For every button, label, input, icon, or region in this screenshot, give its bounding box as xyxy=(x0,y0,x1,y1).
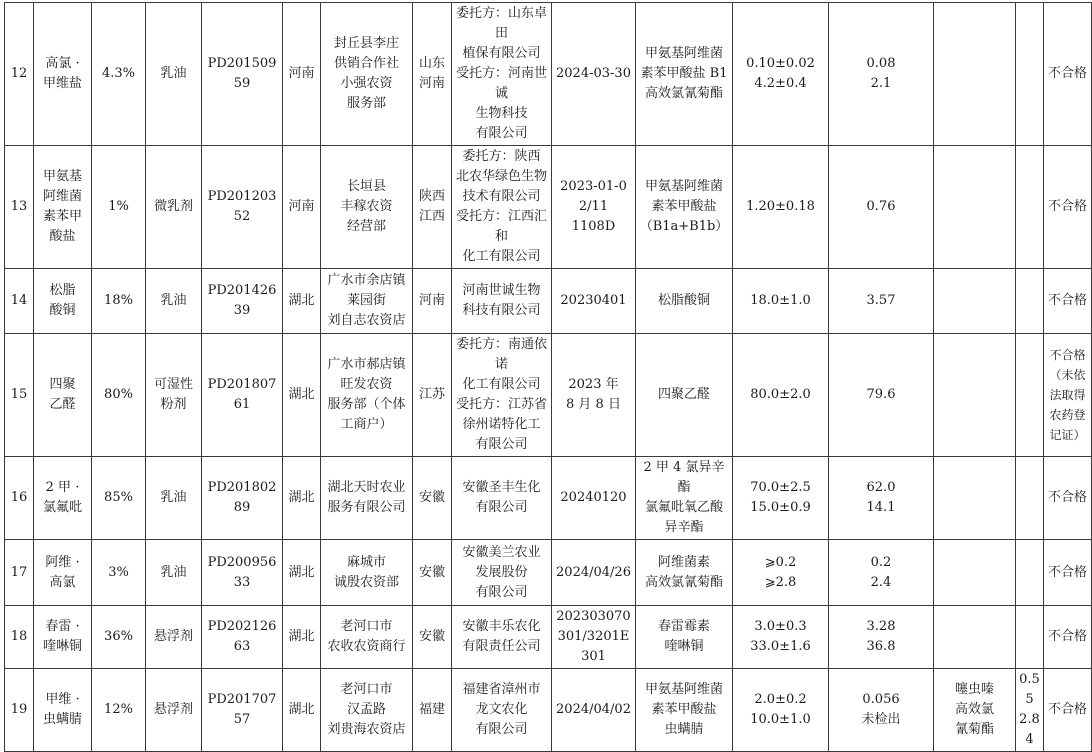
origin: 山东 河南 xyxy=(413,3,452,146)
labeled-value: 70.0±2.5 15.0±0.9 xyxy=(733,457,829,540)
registration-number: PD20180289 xyxy=(202,457,283,540)
registration-number: PD20170757 xyxy=(202,669,283,752)
seller: 老河口市 汉孟路 刘贵海农资店 xyxy=(321,669,413,752)
active-content: 80% xyxy=(92,334,146,457)
formulation: 悬浮剂 xyxy=(146,669,202,752)
row-number: 19 xyxy=(5,669,34,752)
sampling-province: 湖北 xyxy=(283,457,321,540)
producer: 委托方：山东卓田 植保有限公司 受托方：河南世诚 生物科技 有限公司 xyxy=(452,3,552,146)
table-row xyxy=(5,3,1092,146)
product-name: 阿维 · 高氯 xyxy=(34,540,92,606)
measured-value: 0.76 xyxy=(829,146,934,269)
formulation: 乳油 xyxy=(146,3,202,146)
product-name: 松脂 酸铜 xyxy=(34,269,92,334)
extra-value xyxy=(1016,269,1044,334)
verdict: 不合格 xyxy=(1044,606,1092,669)
measured-value: 79.6 xyxy=(829,334,934,457)
formulation: 悬浮剂 xyxy=(146,606,202,669)
table-row xyxy=(5,457,1092,540)
formulation: 乳油 xyxy=(146,457,202,540)
extra-value xyxy=(1016,457,1044,540)
seller: 老河口市 农收农资商行 xyxy=(321,606,413,669)
registration-number: PD20150959 xyxy=(202,3,283,146)
ingredient: 春雷霉素 喹啉铜 xyxy=(636,606,733,669)
row-number: 12 xyxy=(5,3,34,146)
extra-value xyxy=(1016,540,1044,606)
origin: 安徽 xyxy=(413,606,452,669)
batch: 202303070301/3201E301 xyxy=(552,606,636,669)
product-name: 四聚 乙醛 xyxy=(34,334,92,457)
measured-value: 0.08 2.1 xyxy=(829,3,934,146)
registration-number: PD20180761 xyxy=(202,334,283,457)
row-number: 15 xyxy=(5,334,34,457)
seller: 广水市余店镇 莱园街 刘自志农资店 xyxy=(321,269,413,334)
verdict: 不合格 xyxy=(1044,269,1092,334)
verdict: 不合格 xyxy=(1044,3,1092,146)
registration-number: PD20095633 xyxy=(202,540,283,606)
labeled-value: 80.0±2.0 xyxy=(733,334,829,457)
active-content: 12% xyxy=(92,669,146,752)
product-name: 甲氨基 阿维菌 素苯甲 酸盐 xyxy=(34,146,92,269)
extra-value xyxy=(1016,3,1044,146)
extra-ingredient xyxy=(934,146,1016,269)
formulation: 乳油 xyxy=(146,269,202,334)
active-content: 3% xyxy=(92,540,146,606)
product-name: 春雷 · 喹啉铜 xyxy=(34,606,92,669)
seller: 广水市郝店镇 旺发农资 服务部（个体 工商户） xyxy=(321,334,413,457)
sampling-province: 河南 xyxy=(283,146,321,269)
extra-value: 0.55 2.84 xyxy=(1016,669,1044,752)
product-name: 甲维 · 虫螨腈 xyxy=(34,669,92,752)
ingredient: 阿维菌素 高效氯氰菊酯 xyxy=(636,540,733,606)
batch: 2024/04/02 xyxy=(552,669,636,752)
active-content: 4.3% xyxy=(92,3,146,146)
sampling-province: 湖北 xyxy=(283,540,321,606)
batch: 2024/04/26 xyxy=(552,540,636,606)
labeled-value: 1.20±0.18 xyxy=(733,146,829,269)
active-content: 1% xyxy=(92,146,146,269)
sampling-province: 湖北 xyxy=(283,334,321,457)
product-name: 高氯 · 甲维盐 xyxy=(34,3,92,146)
ingredient: 甲氨基阿维菌 素苯甲酸盐 （B1a+B1b） xyxy=(636,146,733,269)
origin: 安徽 xyxy=(413,540,452,606)
origin: 安徽 xyxy=(413,457,452,540)
sampling-province: 河南 xyxy=(283,3,321,146)
producer: 委托方：陕西 北农华绿色生物 技术有限公司 受托方：江西汇和 化工有限公司 xyxy=(452,146,552,269)
seller: 麻城市 诚殷农资部 xyxy=(321,540,413,606)
extra-value xyxy=(1016,146,1044,269)
registration-number: PD20212663 xyxy=(202,606,283,669)
measured-value: 62.0 14.1 xyxy=(829,457,934,540)
ingredient: 四聚乙醛 xyxy=(636,334,733,457)
verdict: 不合格 （未依 法取得 农药登 记证） xyxy=(1044,334,1092,457)
sampling-province: 湖北 xyxy=(283,606,321,669)
verdict: 不合格 xyxy=(1044,540,1092,606)
producer: 河南世诚生物 科技有限公司 xyxy=(452,269,552,334)
row-number: 16 xyxy=(5,457,34,540)
row-number: 14 xyxy=(5,269,34,334)
origin: 福建 xyxy=(413,669,452,752)
labeled-value: 0.10±0.02 4.2±0.4 xyxy=(733,3,829,146)
active-content: 36% xyxy=(92,606,146,669)
formulation: 可湿性 粉剂 xyxy=(146,334,202,457)
seller: 长垣县 丰稼农资 经营部 xyxy=(321,146,413,269)
labeled-value: 2.0±0.2 10.0±1.0 xyxy=(733,669,829,752)
extra-ingredient xyxy=(934,3,1016,146)
product-name: 2 甲 · 氯氟吡 xyxy=(34,457,92,540)
origin: 江苏 xyxy=(413,334,452,457)
origin: 河南 xyxy=(413,269,452,334)
batch: 2023-01-02/11 1108D xyxy=(552,146,636,269)
extra-ingredient xyxy=(934,540,1016,606)
ingredient: 甲氨基阿维菌 素苯甲酸盐 虫螨腈 xyxy=(636,669,733,752)
producer: 安徽圣丰生化 有限公司 xyxy=(452,457,552,540)
formulation: 微乳剂 xyxy=(146,146,202,269)
producer: 安徽美兰农业 发展股份 有限公司 xyxy=(452,540,552,606)
labeled-value: 3.0±0.3 33.0±1.6 xyxy=(733,606,829,669)
active-content: 18% xyxy=(92,269,146,334)
batch: 2023 年 8 月 8 日 xyxy=(552,334,636,457)
table-row xyxy=(5,540,1092,606)
extra-ingredient xyxy=(934,334,1016,457)
inspection-results-table xyxy=(4,2,1092,752)
registration-number: PD20142639 xyxy=(202,269,283,334)
producer: 福建省漳州市 龙文农化 有限公司 xyxy=(452,669,552,752)
batch: 2024-03-30 xyxy=(552,3,636,146)
row-number: 18 xyxy=(5,606,34,669)
batch: 20240120 xyxy=(552,457,636,540)
table-row xyxy=(5,146,1092,269)
producer: 安徽丰乐农化 有限责任公司 xyxy=(452,606,552,669)
measured-value: 3.57 xyxy=(829,269,934,334)
ingredient: 2 甲 4 氯异辛酯 氯氟吡氧乙酸 异辛酯 xyxy=(636,457,733,540)
measured-value: 0.2 2.4 xyxy=(829,540,934,606)
extra-ingredient: 噻虫嗪 高效氯 氰菊酯 xyxy=(934,669,1016,752)
extra-value xyxy=(1016,606,1044,669)
formulation: 乳油 xyxy=(146,540,202,606)
batch: 20230401 xyxy=(552,269,636,334)
active-content: 85% xyxy=(92,457,146,540)
extra-value xyxy=(1016,334,1044,457)
verdict: 不合格 xyxy=(1044,146,1092,269)
producer: 委托方：南通依诺 化工有限公司 受托方：江苏省 徐州诺特化工 有限公司 xyxy=(452,334,552,457)
labeled-value: 18.0±1.0 xyxy=(733,269,829,334)
seller: 湖北天时农业 服务有限公司 xyxy=(321,457,413,540)
ingredient: 松脂酸铜 xyxy=(636,269,733,334)
ingredient: 甲氨基阿维菌 素苯甲酸盐 B1 高效氯氰菊酯 xyxy=(636,3,733,146)
seller: 封丘县李庄 供销合作社 小强农资 服务部 xyxy=(321,3,413,146)
table-row xyxy=(5,269,1092,334)
verdict: 不合格 xyxy=(1044,669,1092,752)
extra-ingredient xyxy=(934,457,1016,540)
table-row xyxy=(5,669,1092,752)
measured-value: 0.056 未检出 xyxy=(829,669,934,752)
verdict: 不合格 xyxy=(1044,457,1092,540)
extra-ingredient xyxy=(934,269,1016,334)
table-row xyxy=(5,606,1092,669)
extra-ingredient xyxy=(934,606,1016,669)
row-number: 17 xyxy=(5,540,34,606)
origin: 陕西 江西 xyxy=(413,146,452,269)
table-row xyxy=(5,334,1092,457)
sampling-province: 湖北 xyxy=(283,669,321,752)
labeled-value: ⩾0.2 ⩾2.8 xyxy=(733,540,829,606)
sampling-province: 湖北 xyxy=(283,269,321,334)
registration-number: PD20120352 xyxy=(202,146,283,269)
row-number: 13 xyxy=(5,146,34,269)
measured-value: 3.28 36.8 xyxy=(829,606,934,669)
